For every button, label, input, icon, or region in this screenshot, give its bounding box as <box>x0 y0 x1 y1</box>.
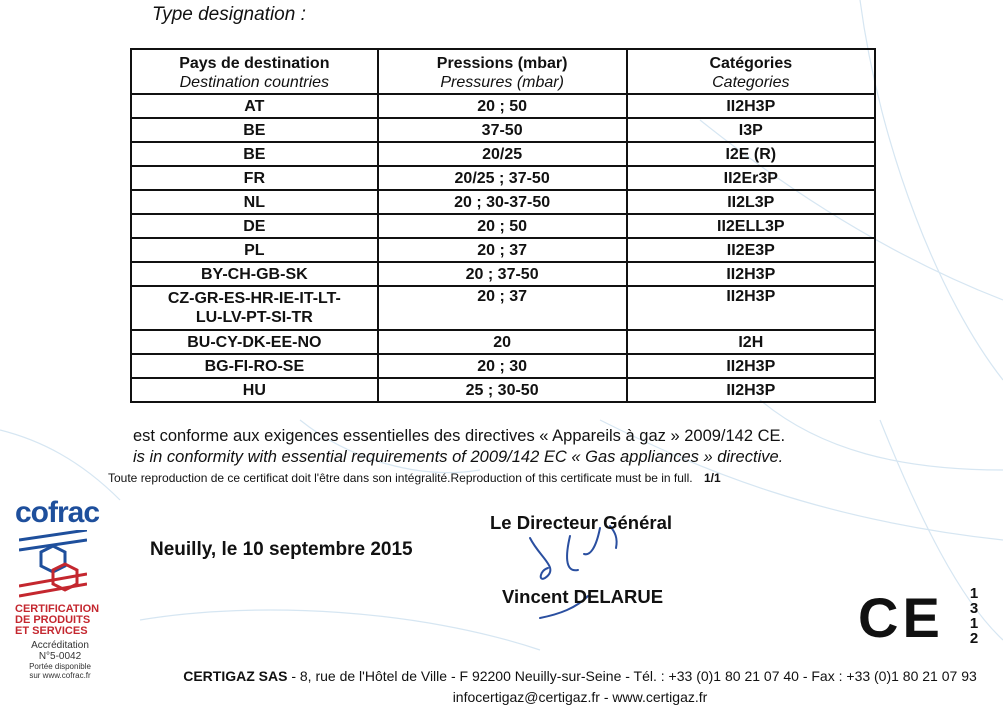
cofrac-scope2: sur www.cofrac.fr <box>29 671 91 680</box>
table-row <box>131 166 875 190</box>
country-cell: BG-FI-RO-SE <box>131 354 378 378</box>
cofrac-number: N°5-0042 <box>38 651 82 662</box>
category-cell: II2H3P <box>627 378 875 402</box>
header-destination-countries <box>131 49 378 94</box>
cofrac-line1: CERTIFICATION <box>15 603 100 615</box>
header-pressures <box>378 49 627 94</box>
pressure-cell: 20/25 <box>378 142 627 166</box>
pressure-cell: 20 ; 37 <box>378 286 627 330</box>
handwritten-signature <box>500 518 680 628</box>
header-categories <box>627 49 875 94</box>
country-cell: BU-CY-DK-EE-NO <box>131 330 378 354</box>
pressure-cell: 20 ; 30 <box>378 354 627 378</box>
category-cell: II2H3P <box>627 354 875 378</box>
pressure-cell: 37-50 <box>378 118 627 142</box>
conformity-en: is in conformity with essential requirements of 2009/142 EC « Gas appliances » directive. <box>133 448 784 466</box>
conformity-statement <box>133 426 785 468</box>
country-cell: HU <box>131 378 378 402</box>
cofrac-logo <box>15 498 105 680</box>
category-cell: II2H3P <box>627 286 875 330</box>
table-row <box>131 286 875 330</box>
header-en: Categories <box>712 74 790 91</box>
ce-digit: 2 <box>969 630 979 647</box>
footer <box>165 666 995 708</box>
cofrac-accreditation: Accréditation <box>31 640 89 651</box>
country-cell: DE <box>131 214 378 238</box>
category-cell: II2Er3P <box>627 166 875 190</box>
country-cell: AT <box>131 94 378 118</box>
pressure-cell: 20 ; 30-37-50 <box>378 190 627 214</box>
category-cell: II2H3P <box>627 262 875 286</box>
country-cell: PL <box>131 238 378 262</box>
table-header-row <box>131 49 875 94</box>
cofrac-hexagon-icon <box>19 530 87 602</box>
notified-body-number <box>966 586 982 646</box>
footer-address: - 8, rue de l'Hôtel de Ville - F 92200 Neuilly-sur-Seine - Tél. : +33 (0)1 80 21 07 40 - Fax : +33 (0)1 80 21 07 93 <box>287 668 977 684</box>
table-row <box>131 190 875 214</box>
table-row <box>131 214 875 238</box>
header-en: Destination countries <box>179 74 330 91</box>
country-cell: BY-CH-GB-SK <box>131 262 378 286</box>
country-cell: NL <box>131 190 378 214</box>
country-cell: FR <box>131 166 378 190</box>
pressure-cell: 20 ; 50 <box>378 94 627 118</box>
category-cell: II2ELL3P <box>627 214 875 238</box>
header-fr: Pressions (mbar) <box>436 55 568 72</box>
pressure-cell: 25 ; 30-50 <box>378 378 627 402</box>
page-number: 1/1 <box>703 471 721 485</box>
pressure-cell: 20 <box>378 330 627 354</box>
pressure-cell: 20 ; 50 <box>378 214 627 238</box>
category-cell: I3P <box>627 118 875 142</box>
signer-name: Vincent DELARUE <box>502 586 664 607</box>
country-cell: CZ-GR-ES-HR-IE-IT-LT-LU-LV-PT-SI-TR <box>131 286 378 330</box>
table-row <box>131 378 875 402</box>
table-row <box>131 354 875 378</box>
category-cell: I2E (R) <box>627 142 875 166</box>
footer-contact: infocertigaz@certigaz.fr - www.certigaz.fr <box>452 689 708 705</box>
signer-title: Le Directeur Général <box>490 512 672 533</box>
table-row <box>131 94 875 118</box>
place-date: Neuilly, le 10 septembre 2015 <box>150 539 413 560</box>
header-en: Pressures (mbar) <box>440 74 564 91</box>
ce-mark: CE <box>858 586 944 649</box>
table-row <box>131 262 875 286</box>
pressure-cell: 20 ; 37-50 <box>378 262 627 286</box>
country-cell: BE <box>131 118 378 142</box>
header-fr: Catégories <box>709 55 793 72</box>
footer-company: CERTIGAZ SAS <box>183 668 288 684</box>
cofrac-scope1: Portée disponible <box>29 662 91 671</box>
category-cell: II2H3P <box>627 94 875 118</box>
footer-address-line <box>165 666 995 687</box>
conformity-fr: est conforme aux exigences essentielles des directives « Appareils à gaz » 2009/142 CE. <box>133 427 786 445</box>
table-row <box>131 118 875 142</box>
cofrac-line3: ET SERVICES <box>15 625 88 637</box>
destination-table <box>130 48 876 403</box>
reproduction-text: Toute reproduction de ce certificat doit l'être dans son intégralité.Reproduction of this certificate must be in full. <box>108 471 693 485</box>
table-row <box>131 142 875 166</box>
cofrac-line2: DE PRODUITS <box>15 614 91 626</box>
category-cell: II2E3P <box>627 238 875 262</box>
pressure-cell: 20/25 ; 37-50 <box>378 166 627 190</box>
header-fr: Pays de destination <box>179 55 330 72</box>
table-row <box>131 238 875 262</box>
ce-digit: 3 <box>969 600 979 617</box>
table-row <box>131 330 875 354</box>
category-cell: II2L3P <box>627 190 875 214</box>
ce-digit: 1 <box>969 585 979 602</box>
pressure-cell: 20 ; 37 <box>378 238 627 262</box>
type-designation-label: Type designation : <box>152 4 306 25</box>
category-cell: I2H <box>627 330 875 354</box>
country-cell: BE <box>131 142 378 166</box>
cofrac-wordmark: cofrac <box>15 496 100 529</box>
reproduction-note <box>108 471 721 485</box>
ce-digit: 1 <box>969 615 979 632</box>
